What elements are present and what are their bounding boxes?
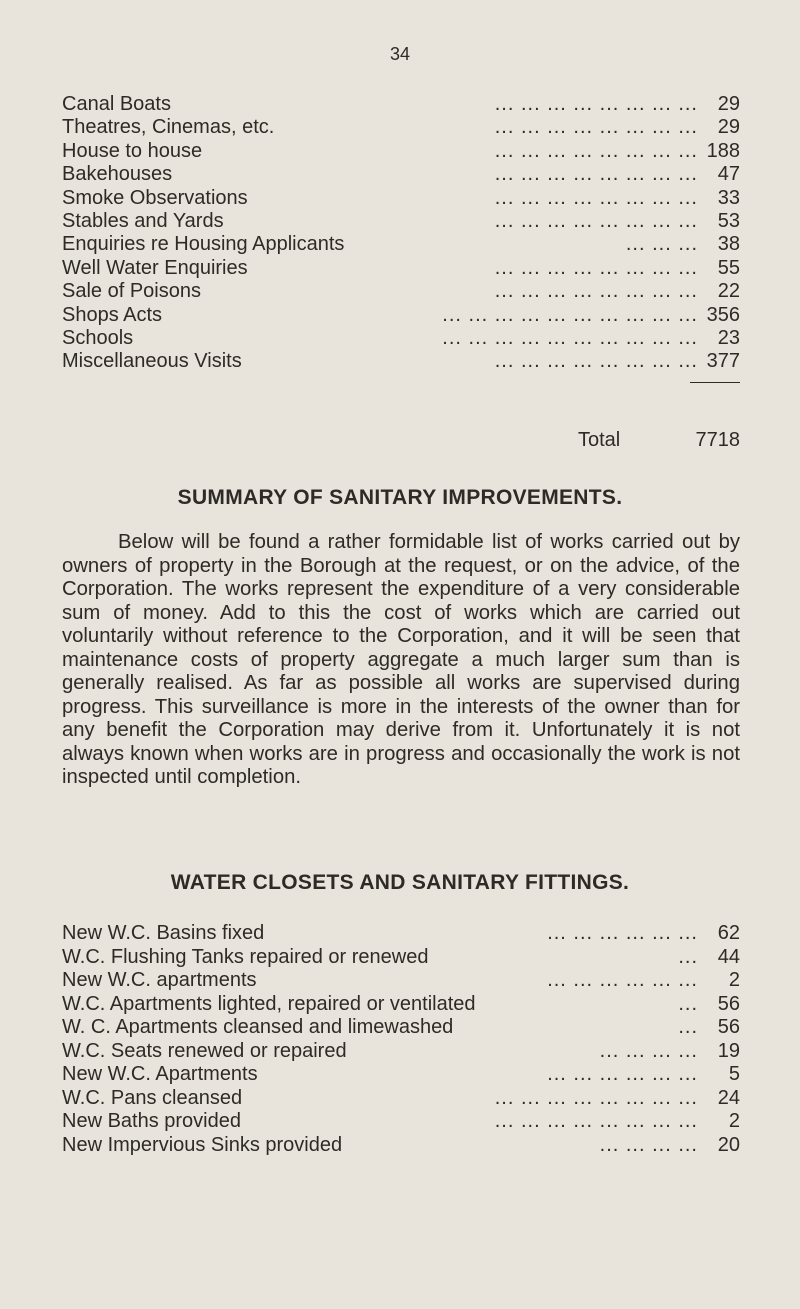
item-label: New Impervious Sinks provided	[62, 1133, 343, 1156]
inspections-list	[62, 93, 740, 374]
item-value: 188	[706, 139, 740, 162]
leader-dots: ... ... ... ... ... ... ... ...	[494, 93, 698, 115]
leader-dots: ... ... ... ... ... ... ... ...	[494, 1086, 698, 1109]
list-item	[62, 1040, 740, 1064]
list-item	[62, 280, 740, 303]
list-item	[62, 350, 740, 373]
item-value: 56	[717, 1016, 740, 1038]
item-value: 47	[717, 163, 740, 186]
list-item	[62, 1063, 740, 1087]
list-item	[62, 187, 740, 210]
list-item	[62, 1016, 740, 1040]
list-item	[62, 304, 740, 327]
leader-dots: ... ... ... ... ... ... ... ...	[494, 256, 698, 279]
item-label: Schools	[62, 326, 134, 349]
item-value: 29	[717, 93, 740, 115]
leader-dots: ... ... ... ... ... ... ... ...	[494, 350, 698, 373]
item-value: 24	[717, 1086, 740, 1109]
item-value: 22	[717, 280, 740, 303]
leader-dots: ... ... ... ... ... ...	[547, 969, 698, 991]
page-number: 34	[389, 44, 411, 64]
list-item	[62, 210, 740, 233]
leader-dots: ... ... ... ... ... ... ... ...	[494, 116, 698, 139]
item-label: W.C. Flushing Tanks repaired or renewed	[62, 945, 429, 968]
item-label: Miscellaneous Visits	[62, 350, 242, 373]
item-label: Well Water Enquiries	[62, 256, 248, 279]
item-value: 56	[717, 992, 740, 1015]
leader-dots: ... ... ... ... ... ... ... ...	[494, 1110, 698, 1132]
leader-dots: ... ... ... ... ... ...	[547, 922, 698, 944]
item-value: 5	[728, 1063, 740, 1085]
total-rule	[690, 382, 740, 383]
leader-dots: ... ... ... ... ... ...	[547, 1063, 698, 1085]
leader-dots: ...	[678, 1016, 698, 1038]
total-value: 7718	[695, 429, 740, 451]
item-label: Stables and Yards	[62, 209, 224, 232]
leader-dots: ...	[678, 992, 698, 1015]
item-value: 2	[728, 1110, 740, 1132]
leader-dots: ... ... ... ... ... ... ... ... ... ...	[442, 326, 698, 349]
item-value: 38	[717, 233, 740, 256]
item-value: 62	[717, 922, 740, 944]
list-item	[62, 969, 740, 993]
item-label: W.C. Seats renewed or repaired	[62, 1039, 347, 1062]
item-value: 33	[717, 186, 740, 209]
list-item	[62, 233, 740, 256]
leader-dots: ... ... ...	[625, 233, 698, 256]
leader-dots: ... ... ... ... ... ... ... ...	[494, 209, 698, 232]
item-label: Sale of Poisons	[62, 280, 201, 303]
item-label: Bakehouses	[62, 163, 173, 186]
leader-dots: ... ... ... ...	[599, 1039, 698, 1062]
item-label: New Baths provided	[62, 1110, 241, 1132]
item-label: Canal Boats	[62, 93, 171, 115]
list-item	[62, 1110, 740, 1134]
list-item	[62, 993, 740, 1017]
leader-dots: ... ... ... ... ... ... ... ...	[494, 186, 698, 209]
item-value: 2	[728, 969, 740, 991]
list-item	[62, 116, 740, 139]
item-value: 377	[706, 350, 740, 373]
item-value: 356	[706, 303, 740, 326]
total-label: Total	[578, 429, 621, 451]
item-label: Theatres, Cinemas, etc.	[62, 116, 275, 139]
item-value: 53	[717, 209, 740, 232]
item-label: W. C. Apartments cleansed and limewashed	[62, 1016, 454, 1038]
item-value: 44	[717, 945, 740, 968]
item-label: W.C. Apartments lighted, repaired or ventilated	[62, 992, 476, 1015]
item-label: New W.C. Basins fixed	[62, 922, 265, 944]
list-item	[62, 257, 740, 280]
item-label: House to house	[62, 139, 203, 162]
leader-dots: ... ... ... ...	[599, 1133, 698, 1156]
item-label: New W.C. Apartments	[62, 1063, 258, 1085]
leader-dots: ... ... ... ... ... ... ... ...	[494, 163, 698, 186]
leader-dots: ... ... ... ... ... ... ... ...	[494, 139, 698, 162]
list-item	[62, 163, 740, 186]
item-label: W.C. Pans cleansed	[62, 1086, 243, 1109]
item-value: 55	[717, 256, 740, 279]
list-item	[62, 1087, 740, 1111]
item-label: Shops Acts	[62, 303, 163, 326]
item-label: Smoke Observations	[62, 186, 248, 209]
summary-heading: SUMMARY OF SANITARY IMPROVEMENTS.	[177, 486, 623, 509]
leader-dots: ... ... ... ... ... ... ... ... ... ...	[442, 303, 698, 326]
item-label: New W.C. apartments	[62, 969, 257, 991]
list-item	[62, 1134, 740, 1158]
list-item	[62, 922, 740, 946]
leader-dots: ... ... ... ... ... ... ... ...	[494, 280, 698, 303]
list-item	[62, 140, 740, 163]
list-item	[62, 946, 740, 970]
leader-dots: ...	[678, 945, 698, 968]
item-value: 19	[717, 1039, 740, 1062]
item-value: 20	[717, 1133, 740, 1156]
item-label: Enquiries re Housing Applicants	[62, 233, 345, 256]
list-item	[62, 327, 740, 350]
summary-paragraph: Below will be found a rather formidable list of works carried out by owners of property in the Borough at the request, or on the advice, of the Corporation. The works represent the expenditure of a very considerable sum of money. Add to this the cost of works which are carried out voluntarily without reference to the Corporation, and it will be seen that maintenance costs of property aggregate a much larger sum than is generally realised. As far as possible all works are supervised during progress. This surveillance is more in the interests of the owner than for any benefit the Corporation may derive from it. Unfortunately it is not always known when works are in progress and occasionally the work is not inspected until completion.	[62, 531, 740, 788]
fittings-list	[62, 922, 740, 1157]
item-value: 29	[717, 116, 740, 139]
item-value: 23	[717, 326, 740, 349]
water-closets-heading: WATER CLOSETS AND SANITARY FITTINGS.	[170, 871, 630, 894]
total-row	[440, 428, 740, 452]
list-item	[62, 93, 740, 116]
